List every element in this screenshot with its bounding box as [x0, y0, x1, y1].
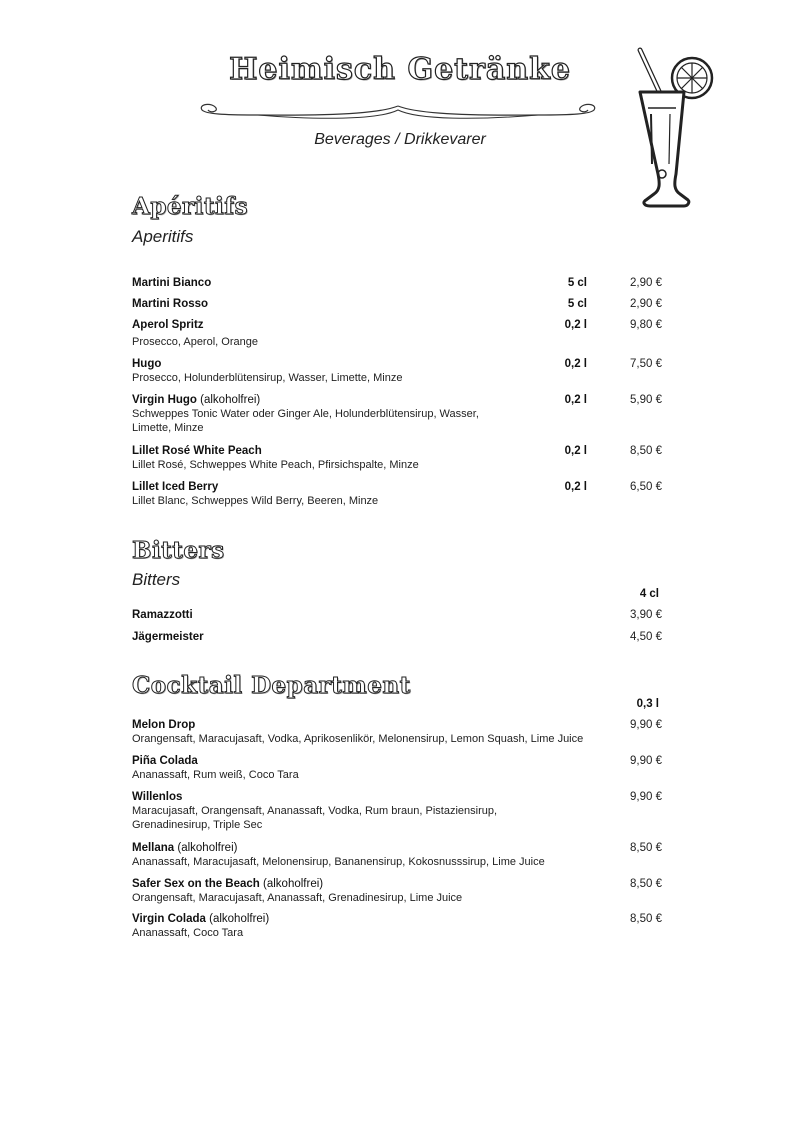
menu-item: [132, 631, 662, 643]
item-description: Orangensaft, Maracujasaft, Vodka, Aprikosenlikör, Melonensirup, Lemon Squash, Lime Juice: [132, 733, 584, 745]
item-description: Lillet Blanc, Schweppes Wild Berry, Beeren, Minze: [132, 495, 379, 507]
item-description: Ananassaft, Maracujasaft, Melonensirup, Bananensirup, Kokosnusssirup, Lime Juice: [132, 856, 545, 868]
item-price: 9,90 €: [630, 719, 662, 731]
item-price: 8,50 €: [630, 913, 662, 925]
section-title-bitters: Bitters: [132, 537, 225, 564]
item-price: 9,90 €: [630, 791, 662, 803]
item-name: Virgin Hugo: [132, 394, 197, 406]
item-volume: 0,2 l: [564, 394, 587, 406]
menu-item: [132, 842, 662, 869]
item-name: Melon Drop: [132, 719, 196, 731]
item-price: 3,90 €: [630, 609, 662, 621]
item-price: 8,50 €: [630, 878, 662, 890]
item-price: 8,50 €: [630, 445, 662, 457]
item-name: Mellana: [132, 842, 175, 854]
flourish-divider: [198, 100, 598, 124]
page-subtitle: Beverages / Drikkevarer: [314, 131, 486, 148]
item-description: Prosecco, Holunderblütensirup, Wasser, Limette, Minze: [132, 372, 403, 384]
item-description: Maracujasaft, Orangensaft, Ananassaft, Vodka, Rum braun, Pistaziensirup, Grenadinesirup, Triple Sec: [132, 805, 498, 831]
menu-item: [132, 319, 662, 349]
section-title-cocktails: Cocktail Department: [132, 672, 411, 699]
section-subtitle-aperitifs: Aperitifs: [132, 227, 194, 246]
item-description: Ananassaft, Rum weiß, Coco Tara: [132, 769, 299, 781]
item-note: (alkoholfrei): [205, 913, 270, 925]
cocktail-glass-icon: [630, 44, 714, 216]
item-name: Safer Sex on the Beach: [132, 878, 260, 890]
item-volume: 0,2 l: [564, 319, 587, 331]
menu-item: [132, 755, 662, 782]
item-note: (alkoholfrei): [196, 394, 261, 406]
menu-item: [132, 913, 662, 940]
menu-item: [132, 394, 662, 435]
item-volume: 0,2 l: [564, 481, 587, 493]
item-price: 5,90 €: [630, 394, 662, 406]
item-name: Jägermeister: [132, 631, 204, 643]
menu-item: [132, 791, 662, 832]
item-description: Orangensaft, Maracujasaft, Ananassaft, Grenadinesirup, Lime Juice: [132, 892, 463, 904]
item-name: Virgin Colada: [132, 913, 206, 925]
item-price: 8,50 €: [630, 842, 662, 854]
item-price: 9,90 €: [630, 755, 662, 767]
menu-item: [132, 358, 662, 385]
item-price: 4,50 €: [630, 631, 662, 643]
item-description: Prosecco, Aperol, Orange: [132, 336, 258, 348]
item-description: Ananassaft, Coco Tara: [132, 927, 244, 939]
item-name: Willenlos: [132, 791, 183, 803]
item-name: Lillet Iced Berry: [132, 481, 219, 493]
item-price: 2,90 €: [630, 277, 662, 289]
item-name: Martini Rosso: [132, 298, 209, 310]
menu-item: [132, 719, 662, 746]
item-name: Ramazzotti: [132, 609, 193, 621]
page-title: Heimisch Getränke: [229, 52, 571, 87]
item-name: Lillet Rosé White Peach: [132, 445, 262, 457]
item-note: (alkoholfrei): [259, 878, 324, 890]
column-volume-header: 4 cl: [639, 588, 659, 600]
section-title-aperitifs: Apéritifs: [132, 193, 249, 220]
item-description: Schweppes Tonic Water oder Ginger Ale, Holunderblütensirup, Wasser, Limette, Minze: [132, 408, 479, 434]
item-volume: 0,2 l: [564, 358, 587, 370]
menu-item: [132, 878, 662, 905]
item-name: Hugo: [132, 358, 162, 370]
item-description: Lillet Rosé, Schweppes White Peach, Pfirsichspalte, Minze: [132, 459, 419, 471]
item-note: (alkoholfrei): [174, 842, 238, 854]
item-price: 9,80 €: [630, 319, 662, 331]
item-name: Aperol Spritz: [132, 319, 204, 331]
item-name: Piña Colada: [132, 755, 198, 767]
item-price: 7,50 €: [630, 358, 662, 370]
item-volume: 5 cl: [567, 298, 587, 310]
menu-item: [132, 445, 662, 472]
item-price: 2,90 €: [630, 298, 662, 310]
item-volume: 0,2 l: [564, 445, 587, 457]
menu-item: [132, 298, 662, 310]
column-volume-header: 0,3 l: [636, 698, 659, 710]
item-name: Martini Bianco: [132, 277, 212, 289]
menu-item: [132, 277, 662, 289]
item-volume: 5 cl: [567, 277, 587, 289]
section-subtitle-bitters: Bitters: [132, 570, 181, 589]
item-price: 6,50 €: [630, 481, 662, 493]
menu-item: [132, 609, 662, 621]
menu-item: [132, 481, 662, 508]
